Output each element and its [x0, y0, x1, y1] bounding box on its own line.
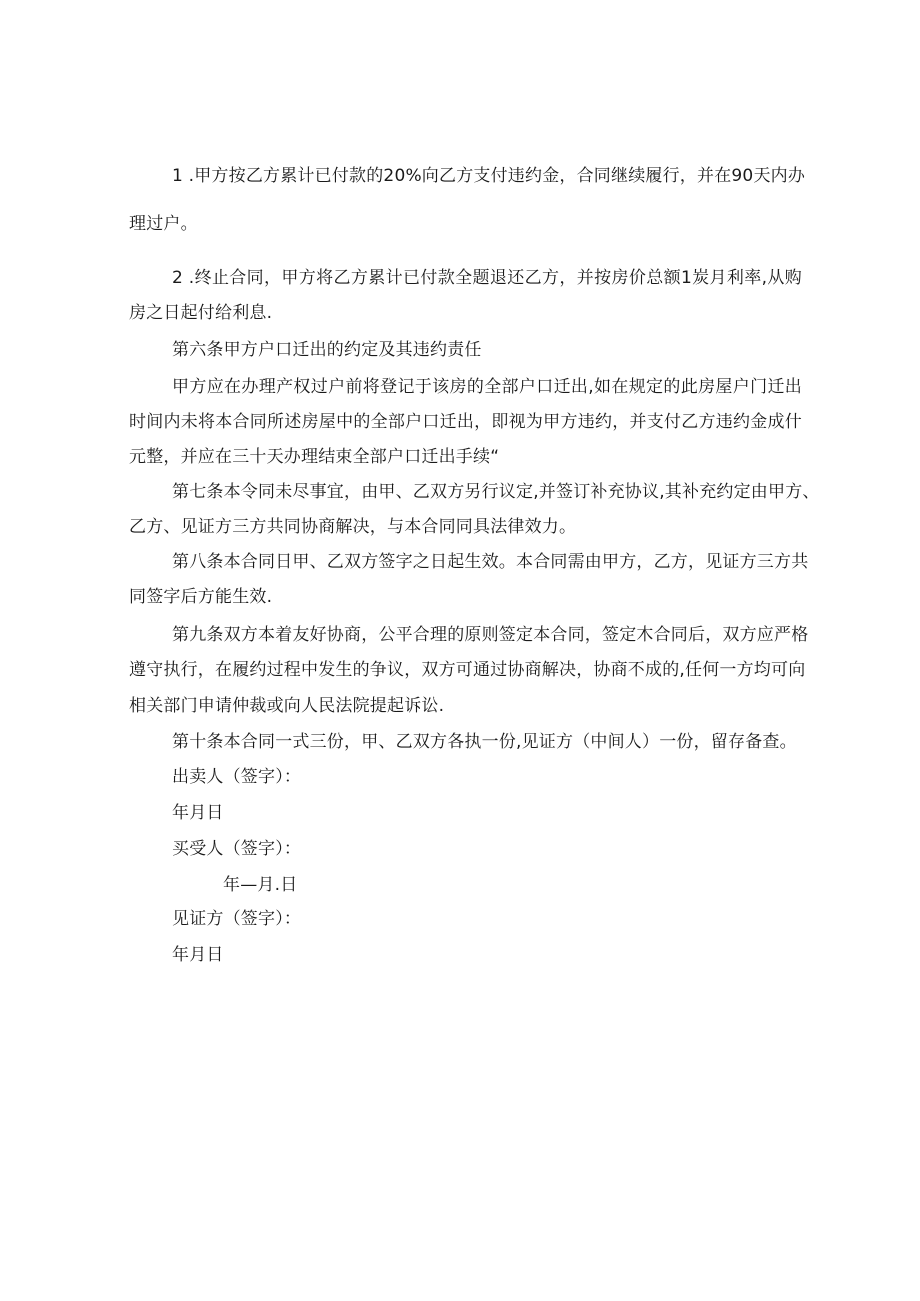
article8-line2: 同签字后方能生效. — [129, 587, 273, 607]
article6-line3: 元整，并应在三十天办理结束全部户口迁出手续“ — [129, 447, 500, 467]
article6-line2: 时间内未将本合同所述房屋中的全部户口迁出，即视为甲方违约，并支付乙方违约金成什 — [129, 412, 802, 432]
article9-line1: 第九条双方本着友好协商，公平合理的原则签定本合同，签定木合同后，双方应严格 — [172, 625, 809, 645]
article7-line2: 乙方、见证方三方共同协商解决，与本合同同具法律效力。 — [129, 517, 577, 537]
item2-line1: 2 .终止合同，甲方将乙方累计已付款全题退还乙方，并按房价总额1炭月利率,从购 — [172, 268, 802, 288]
article8-line1: 第八条本合同日甲、乙双方签字之日起生效。本合同需由甲方，乙方，见证方三方共 — [172, 552, 809, 572]
seller-date: 年月日 — [172, 803, 224, 823]
seller-signature: 出卖人（签字）： — [172, 767, 302, 787]
buyer-signature: 买受人（签字）： — [172, 839, 302, 859]
item1-line2: 理过户。 — [129, 214, 198, 234]
article10: 第十条本合同一式三份，甲、乙双方各执一份,见证方（中间人）一份，留存备查。 — [172, 732, 797, 752]
item2-line2: 房之日起付给利息. — [129, 303, 273, 323]
article7-line1: 第七条本令同未尽事宜，由甲、乙双方另行议定,并签订补充协议,其补充约定由甲方、 — [172, 482, 820, 502]
witness-signature: 见证方（签字）： — [172, 909, 302, 929]
item1-line1: 1 .甲方按乙方累计已付款的20%向乙方支付违约金，合同继续履行，并在90天内办 — [172, 166, 806, 186]
article9-line2: 遵守执行，在履约过程中发生的争议，双方可通过协商解决，协商不成的,任何一方均可向 — [129, 660, 806, 680]
article6-line1: 甲方应在办理产权过户前将登记于该房的全部户口迁出,如在规定的此房屋户门迁出 — [172, 377, 802, 397]
article9-line3: 相关部门申请仲裁或向人民法院提起诉讼. — [129, 696, 445, 716]
witness-date: 年月日 — [172, 945, 224, 965]
article6-title: 第六条甲方户口迁出的约定及其违约责任 — [172, 340, 482, 360]
buyer-date: 年—月.日 — [223, 875, 298, 895]
